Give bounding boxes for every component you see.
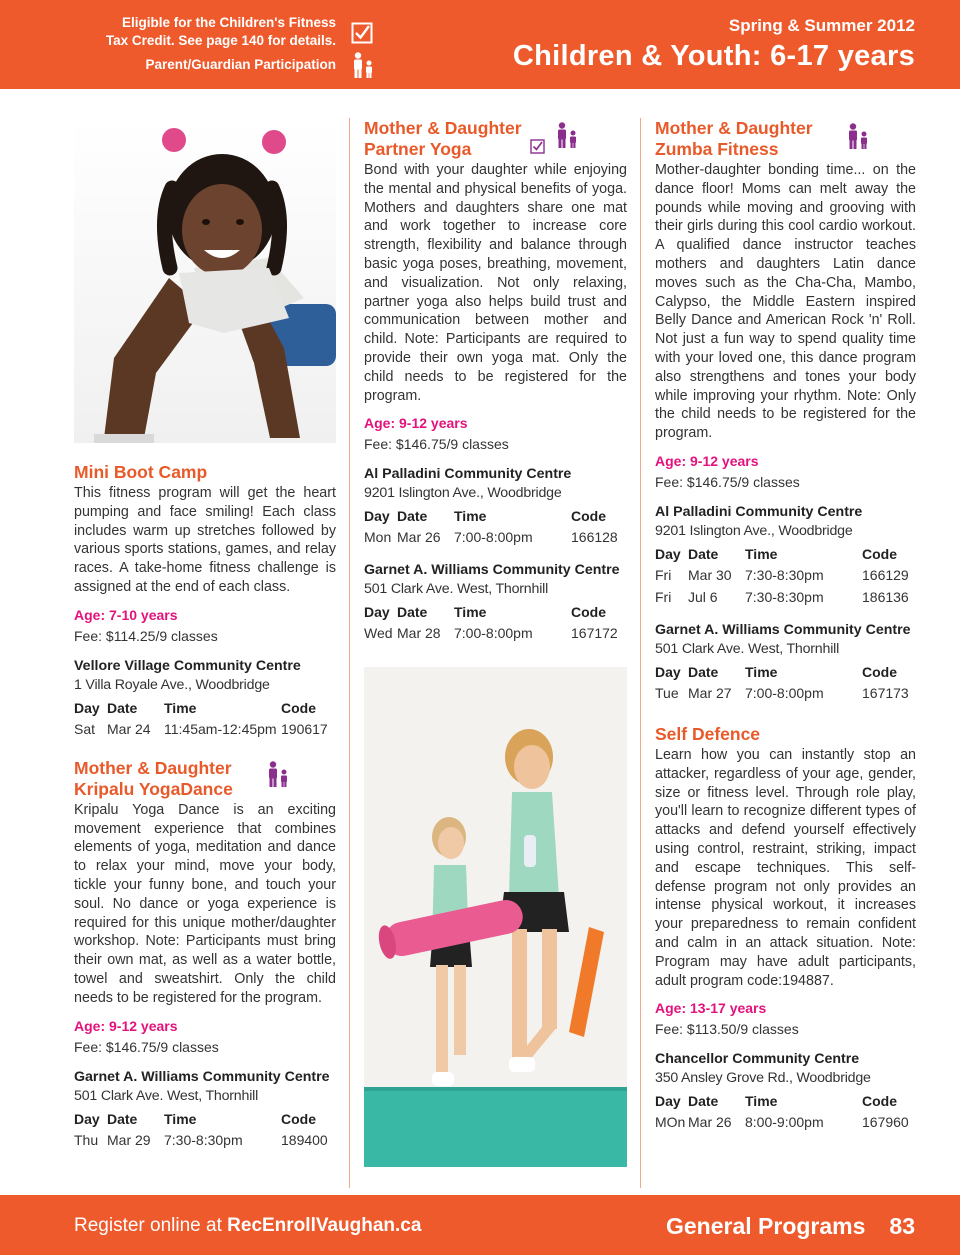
parent-child-icon xyxy=(555,122,579,149)
program-description: Learn how you can instantly stop an attacker, regardless of your age, gender, size or fitness level. Through role play, you'll learn to recognize different types of attacks and defend yourself effectively using control, restraint, striking, impact and escape techniques. This self-defense program not only provides an intense physical workout, it increases your preparedness to remain confident and calm in an attack situation. Note: Program may have adult participants, adult program code:194887. xyxy=(655,746,916,989)
table-header-row xyxy=(74,698,336,718)
program-title-line-1: Mother & Daughter xyxy=(74,757,232,778)
program-title: Mini Boot Camp xyxy=(74,462,208,482)
header-time: Time xyxy=(454,604,487,621)
header-time: Time xyxy=(745,663,778,680)
centre-address: 9201 Islington Ave., Woodbridge xyxy=(364,485,562,502)
table-header-row xyxy=(364,602,627,622)
centre-name: Garnet A. Williams Community Centre xyxy=(364,562,620,579)
header-code: Code xyxy=(571,604,606,621)
centre-address: 501 Clark Ave. West, Thornhill xyxy=(655,640,840,657)
table-row xyxy=(364,526,627,548)
table-header-row xyxy=(655,544,916,564)
schedule-table xyxy=(655,662,916,704)
program-description: This fitness program will get the heart pumping and face smiling! Each class includes warm up stretches followed by various sports stations, games, and relay races. A take-home fitness challenge is assigned at the end of each class. xyxy=(74,485,336,595)
header-time: Time xyxy=(745,1093,778,1110)
header-date: Date xyxy=(688,663,719,680)
parent-child-icon xyxy=(266,761,290,788)
cell-date: Mar 24 xyxy=(107,720,151,737)
program-title-line-2: Partner Yoga xyxy=(364,139,472,159)
page-title: Children & Youth: 6-17 years xyxy=(512,40,915,72)
cell-date: Mar 27 xyxy=(688,684,732,701)
header-code: Code xyxy=(281,1110,316,1127)
header-time: Time xyxy=(745,545,778,562)
header-date: Date xyxy=(107,1110,138,1127)
table-header-row xyxy=(655,1091,916,1111)
fee: Fee: $113.50/9 classes xyxy=(655,1021,799,1038)
tax-credit-line-2: Tax Credit. See page 140 for details. xyxy=(105,33,336,48)
register-prefix: Register online at xyxy=(74,1215,228,1236)
header-code: Code xyxy=(862,1093,897,1110)
table-row xyxy=(364,622,627,644)
checkbox-icon xyxy=(351,22,373,44)
cell-time: 11:45am-12:45pm xyxy=(164,720,277,737)
header-date: Date xyxy=(397,604,428,621)
register-site-link[interactable]: RecEnrollVaughan.ca xyxy=(227,1215,422,1236)
centre-address: 9201 Islington Ave., Woodbridge xyxy=(655,522,853,539)
age-range: Age: 9-12 years xyxy=(364,415,468,432)
header-time: Time xyxy=(164,1110,197,1127)
fee: Fee: $114.25/9 classes xyxy=(74,627,218,644)
cell-time: 7:00-8:00pm xyxy=(454,529,533,546)
centre-address: 350 Ansley Grove Rd., Woodbridge xyxy=(655,1070,871,1087)
cell-time: 7:30-8:30pm xyxy=(745,588,824,605)
schedule-table xyxy=(74,698,336,740)
header-time: Time xyxy=(164,699,197,716)
table-row xyxy=(74,718,336,740)
table-header-row xyxy=(364,506,627,526)
tax-credit-line-1: Eligible for the Children's Fitness xyxy=(122,15,336,30)
centre-name: Garnet A. Williams Community Centre xyxy=(74,1068,330,1085)
cell-time: 7:00-8:00pm xyxy=(745,684,824,701)
schedule-table xyxy=(74,1109,336,1151)
centre-name: Chancellor Community Centre xyxy=(655,1051,860,1068)
centre-name: Al Palladini Community Centre xyxy=(655,503,863,520)
cell-date: Jul 6 xyxy=(688,588,718,605)
program-description: Bond with your daughter while enjoying the mental and physical benefits of yoga. Mothers and daughters share one mat and work together to increase core strength, flexibility and balance through basic yoga poses, breathing, movement, and visualization. Not only relaxing, partner yoga also helps build trust and communication between mother and child. Note: Participants are required to provide their own yoga mat. Only the child needs to be registered for the program. xyxy=(364,162,627,404)
cell-date: Mar 28 xyxy=(397,625,441,642)
cell-day: Fri xyxy=(655,588,672,605)
cell-code: 189400 xyxy=(281,1131,328,1148)
cell-day: Wed xyxy=(364,625,393,642)
page-number: 83 xyxy=(889,1213,915,1239)
cell-day: Fri xyxy=(655,566,672,583)
cell-code: 166129 xyxy=(862,566,909,583)
program-description: Kripalu Yoga Dance is an exciting movement experience that combines elements of yoga, meditation and dance to relax your mind, move your body, tickle your funny bone, and touch your soul. No dance or yoga experience is required for this unique mother/daughter workshop. Note: Participants must bring their own mat, as well as a water bottle, towel and sweatshirt. Only the child needs to be registered for the program. xyxy=(74,801,336,1006)
centre-name: Vellore Village Community Centre xyxy=(74,657,301,674)
header-day: Day xyxy=(74,699,100,716)
table-header-row xyxy=(74,1109,336,1129)
header-day: Day xyxy=(655,545,681,562)
parent-child-icon xyxy=(846,123,870,150)
cell-day: Sat xyxy=(74,720,96,737)
centre-name: Garnet A. Williams Community Centre xyxy=(655,621,911,638)
header-code: Code xyxy=(281,699,316,716)
page-footer xyxy=(0,1195,960,1255)
age-range: Age: 9-12 years xyxy=(74,1017,178,1034)
cell-time: 7:30-8:30pm xyxy=(164,1131,243,1148)
cell-time: 8:00-9:00pm xyxy=(745,1114,824,1131)
program-title xyxy=(364,118,555,160)
program-description: Mother-daughter bonding time... on the dance floor! Moms can melt away the pounds while moving and grooving with their girls during this cool cardio workout. A qualified dance instructor teaches mothers and daughters Latin dance moves such as the Cha-Cha, Mambo, Calypso, the Middle Eastern inspired Belly Dance and American Rock 'n' Roll. Not just a fun way to spend quality time with your loved one, this dance program also strengthens and tones your body while improving your rhythm. Note: Only the child needs to be registered for the program. xyxy=(655,162,916,442)
schedule-table xyxy=(364,602,627,644)
schedule-table xyxy=(364,506,627,548)
section-footer xyxy=(666,1213,915,1240)
cell-code: 167173 xyxy=(862,684,909,701)
program-title-line-2: Kripalu YogaDance xyxy=(74,778,233,799)
program-title-line-1: Mother & Daughter xyxy=(364,118,522,138)
header-time: Time xyxy=(454,508,487,525)
tax-credit-note xyxy=(106,14,336,50)
cell-code: 167960 xyxy=(862,1114,909,1131)
program-title-row xyxy=(364,118,627,160)
fee: Fee: $146.75/9 classes xyxy=(364,436,509,453)
centre-address: 501 Clark Ave. West, Thornhill xyxy=(74,1087,259,1104)
cell-date: Mar 30 xyxy=(688,566,732,583)
header-date: Date xyxy=(397,508,428,525)
program-title xyxy=(655,118,846,160)
table-row xyxy=(655,682,916,704)
cell-time: 7:30-8:30pm xyxy=(745,566,824,583)
cell-time: 7:00-8:00pm xyxy=(454,625,533,642)
table-row xyxy=(655,564,916,586)
register-online-text xyxy=(74,1215,421,1237)
schedule-table xyxy=(655,544,916,608)
page-header xyxy=(0,0,960,89)
column-2 xyxy=(364,118,627,1167)
column-1 xyxy=(74,118,336,1151)
section-name: General Programs xyxy=(665,1213,866,1239)
fee: Fee: $146.75/9 classes xyxy=(74,1038,219,1055)
header-day: Day xyxy=(74,1110,100,1127)
parent-participation-label: Parent/Guardian Participation xyxy=(145,57,336,72)
age-range: Age: 9-12 years xyxy=(655,452,759,469)
cell-day: MOn xyxy=(655,1114,686,1131)
cell-code: 190617 xyxy=(281,720,328,737)
program-title-row xyxy=(655,118,916,160)
column-divider xyxy=(640,118,641,1188)
table-row xyxy=(655,586,916,608)
header-day: Day xyxy=(364,508,390,525)
header-code: Code xyxy=(862,663,897,680)
table-header-row xyxy=(655,662,916,682)
schedule-table xyxy=(655,1091,916,1133)
column-divider xyxy=(349,118,350,1188)
parent-child-icon xyxy=(351,52,375,79)
cell-code: 167172 xyxy=(571,625,618,642)
centre-address: 501 Clark Ave. West, Thornhill xyxy=(364,581,549,598)
cell-day: Tue xyxy=(655,684,679,701)
fee: Fee: $146.75/9 classes xyxy=(655,473,800,490)
checkbox-icon xyxy=(530,139,545,154)
column-3 xyxy=(655,118,916,1133)
photo-mother-daughter-yoga xyxy=(364,667,627,1167)
header-date: Date xyxy=(688,545,719,562)
program-title-row xyxy=(74,758,336,800)
age-range: Age: 7-10 years xyxy=(74,606,178,623)
header-date: Date xyxy=(107,699,138,716)
season-label: Spring & Summer 2012 xyxy=(728,16,915,35)
age-range: Age: 13-17 years xyxy=(655,1000,767,1017)
header-code: Code xyxy=(862,545,897,562)
header-day: Day xyxy=(655,1093,681,1110)
cell-date: Mar 29 xyxy=(107,1131,151,1148)
cell-code: 166128 xyxy=(571,529,618,546)
photo-girl-pushup xyxy=(74,118,336,443)
header-date: Date xyxy=(688,1093,719,1110)
table-row xyxy=(655,1111,916,1133)
header-day: Day xyxy=(655,663,681,680)
table-row xyxy=(74,1129,336,1151)
header-code: Code xyxy=(571,508,606,525)
program-title-line-2: Zumba Fitness xyxy=(655,139,779,159)
program-title: Self Defence xyxy=(655,723,761,744)
cell-code: 186136 xyxy=(862,588,909,605)
cell-day: Mon xyxy=(364,529,392,546)
centre-address: 1 Villa Royale Ave., Woodbridge xyxy=(74,676,270,693)
program-title xyxy=(74,758,266,800)
centre-name: Al Palladini Community Centre xyxy=(364,466,572,483)
cell-date: Mar 26 xyxy=(688,1114,732,1131)
program-title-line-1: Mother & Daughter xyxy=(655,118,813,138)
header-day: Day xyxy=(364,604,390,621)
cell-date: Mar 26 xyxy=(397,529,441,546)
cell-day: Thu xyxy=(74,1131,99,1148)
